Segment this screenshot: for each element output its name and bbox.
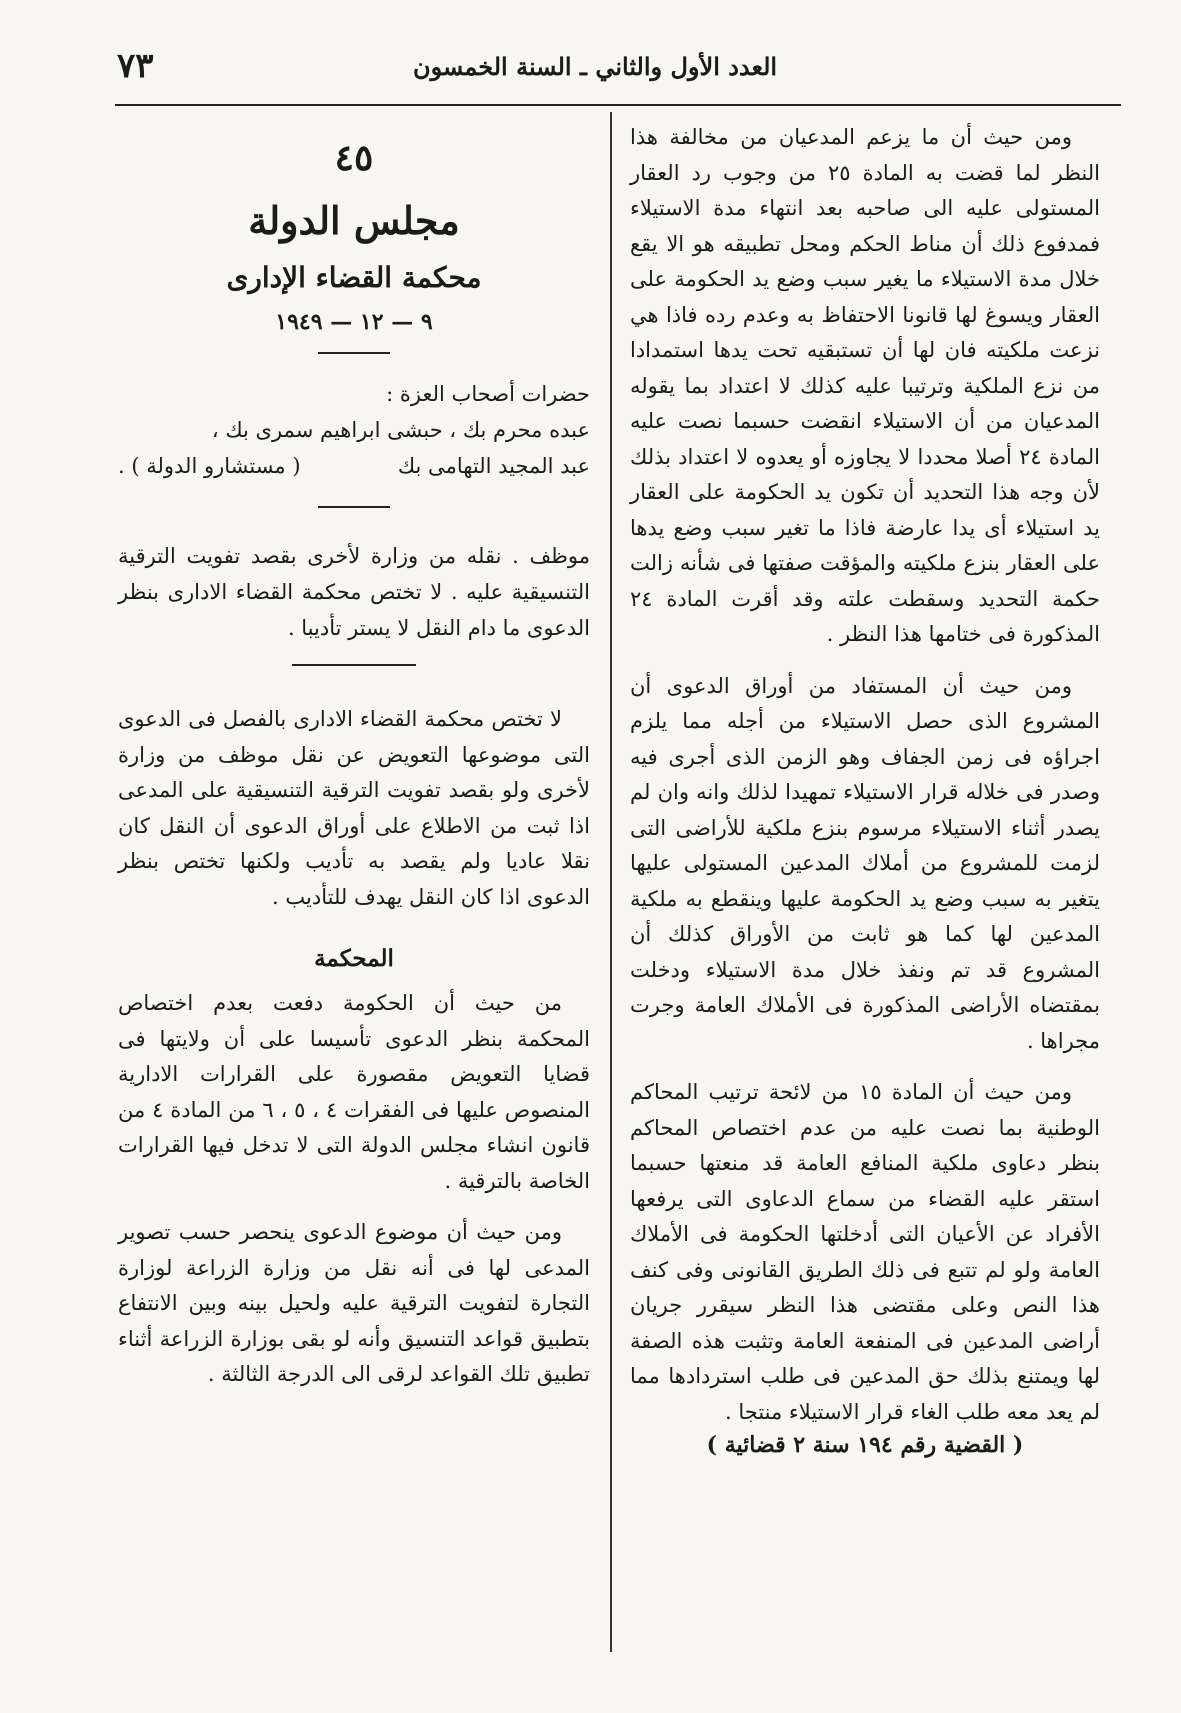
judges-line	[118, 448, 590, 484]
paragraph: ومن حيث أن المادة ١٥ من لائحة ترتيب المحاكم الوطنية بما نصت عليه من عدم اختصاص المحاكم بنظر دعاوى ملكية المنافع العامة قد منعتها حسبما استقر عليه القضاء من سماع الدعاوى التى يرفعها الأفراد عن الأعيان التى أدخلتها الحكومة فى الأملاك العامة ولو لم تتبع فى ذلك الطريق القانونى وفى كنف هذا النص وعلى مقتضى هذا النظر سيقرر جريان أراضى المدعين فى المنفعة العامة وتثبت هذه الصفة لها ويمتنع بذلك حق المدعين فى طلب استردادها مما لم يعد معه طلب الغاء قرار الاستيلاء منتجا .	[630, 1080, 1100, 1424]
right-column	[630, 120, 1100, 1458]
paragraph: من حيث أن الحكومة دفعت بعدم اختصاص المحكمة بنظر الدعوى تأسيسا على أن ولايتها فى قضايا التعويض مقصورة على القرارات الادارية المنصوص عليها فى الفقرات ٤ ، ٥ ، ٦ من المادة ٤ من قانون انشاء مجلس الدولة التى لا تدخل فيها القرارات الخاصة بالترقية .	[118, 991, 590, 1193]
paragraph-gap	[630, 653, 1100, 669]
paragraph: ومن حيث أن المستفاد من أوراق الدعوى أن المشروع الذى حصل الاستيلاء من أجله مما يلزم اجراؤه فى زمن الجفاف وهو الزمن الذى أجرى فيه وصدر فى خلاله قرار الاستيلاء تمهيدا لذلك وانه وان لم يصدر أثناء الاستيلاء مرسوم بنزع ملكية للأراضى التى لزمت للمشروع من أملاك المدعين المستولى عليها يتغير به سبب وضع يد الحكومة عليها وينقطع به ملكية المدعين لها كما هو ثابت من الأوراق كذلك أن المشروع قد تم ونفذ خلال مدة الاستيلاء ودخلت بمقتضاه الأراضى المذكورة فى الأملاك العامة وجرت مجراها .	[630, 673, 1100, 1053]
judges-title: ( مستشارو الدولة ) .	[118, 454, 301, 478]
court-division: محكمة القضاء الإدارى	[226, 261, 482, 294]
judgment-date: ٩ — ١٢ — ١٩٤٩	[275, 309, 433, 335]
paragraph-gap	[118, 1199, 590, 1215]
case-citation: ( القضية رقم ١٩٤ سنة ٢ قضائية )	[706, 1432, 1024, 1458]
judges-intro: حضرات أصحاب العزة :	[386, 382, 590, 406]
legal-principle: لا تختص محكمة القضاء الادارى بالفصل فى الدعوى التى موضوعها التعويض عن نقل موظف من وزارة لأخرى ولو بقصد تفويت الترقية التنسيقية على المدعى اذا ثبت من الاطلاع على أوراق الدعوى أن النقل كان نقلا عاديا ولم يقصد به تأديب ولكنها تختص بنظر الدعوى اذا كان النقل يهدف للتأديب .	[118, 707, 590, 909]
column-divider	[610, 112, 612, 1652]
case-summary: موظف . نقله من وزارة لأخرى بقصد تفويت الترقية التنسيقية عليه . لا تختص محكمة القضاء الادارى بنظر الدعوى ما دام النقل لا يستر تأديبا .	[118, 544, 590, 640]
judges-line: عبده محرم بك ، حبشى ابراهيم سمرى بك ،	[211, 418, 590, 442]
paragraph: ومن حيث أن موضوع الدعوى ينحصر حسب تصوير المدعى لها فى أنه نقل من وزارة الزراعة لوزارة التجارة لتفويت الترقية عليه ولحيل بينه وبين الانتفاع بتطبيق قواعد التنسيق وأنه لو بقى بوزارة الزراعة أثناء تطبيق تلك القواعد لرقى الى الدرجة الثالثة .	[118, 1220, 590, 1386]
court-name: مجلس الدولة	[248, 198, 460, 243]
case-number: ٤٥	[334, 137, 374, 179]
section-heading: المحكمة	[314, 945, 394, 972]
section-rule	[318, 352, 390, 354]
journal-running-title: العدد الأول والثاني ـ السنة الخمسون	[412, 52, 778, 81]
judge-name: عبد المجيد التهامى بك	[397, 454, 590, 478]
section-rule	[318, 506, 390, 508]
section-rule	[292, 664, 416, 666]
page-number: ٧٣	[117, 46, 154, 86]
header-rule	[115, 104, 1121, 106]
left-column	[118, 130, 590, 1393]
paragraph: ومن حيث أن ما يزعم المدعيان من مخالفة هذا النظر لما قضت به المادة ٢٥ من وجوب رد العقار المستولى عليه الى صاحبه بعد انتهاء مدة الاستيلاء فمدفوع ذلك أن مناط الحكم ومحل تطبيقه هو الا يقع خلال مدة الاستيلاء ما يغير سبب وضع يد الحكومة على العقار ويسوغ لها قانونا الاحتفاظ به وعدم رده فاذا هي نزعت ملكيته فان لها أن تستبقيه تحت يدها استمدادا من نزع الملكية وترتيبا عليه كذلك لا اعتداد بما يقوله المدعيان من أن الاستيلاء انقضت حسبما نصت عليه المادة ٢٤ أصلا محددا لا يجاوزه أو يعدوه لا اعتداد بذلك لأن وجه هذا التحديد أن تكون يد الحكومة على العقار يد استيلاء أى يدا عارضة فاذا ما تغير سبب وضع يدها على العقار بنزع ملكيته والمؤقت صفتها فى شأنه زالت حكمة التحديد وسقطت علته وقد أقرت المادة ٢٤ المذكورة فى ختامها هذا النظر .	[630, 125, 1101, 646]
paragraph-gap	[630, 1059, 1100, 1075]
judges-block	[118, 376, 590, 484]
